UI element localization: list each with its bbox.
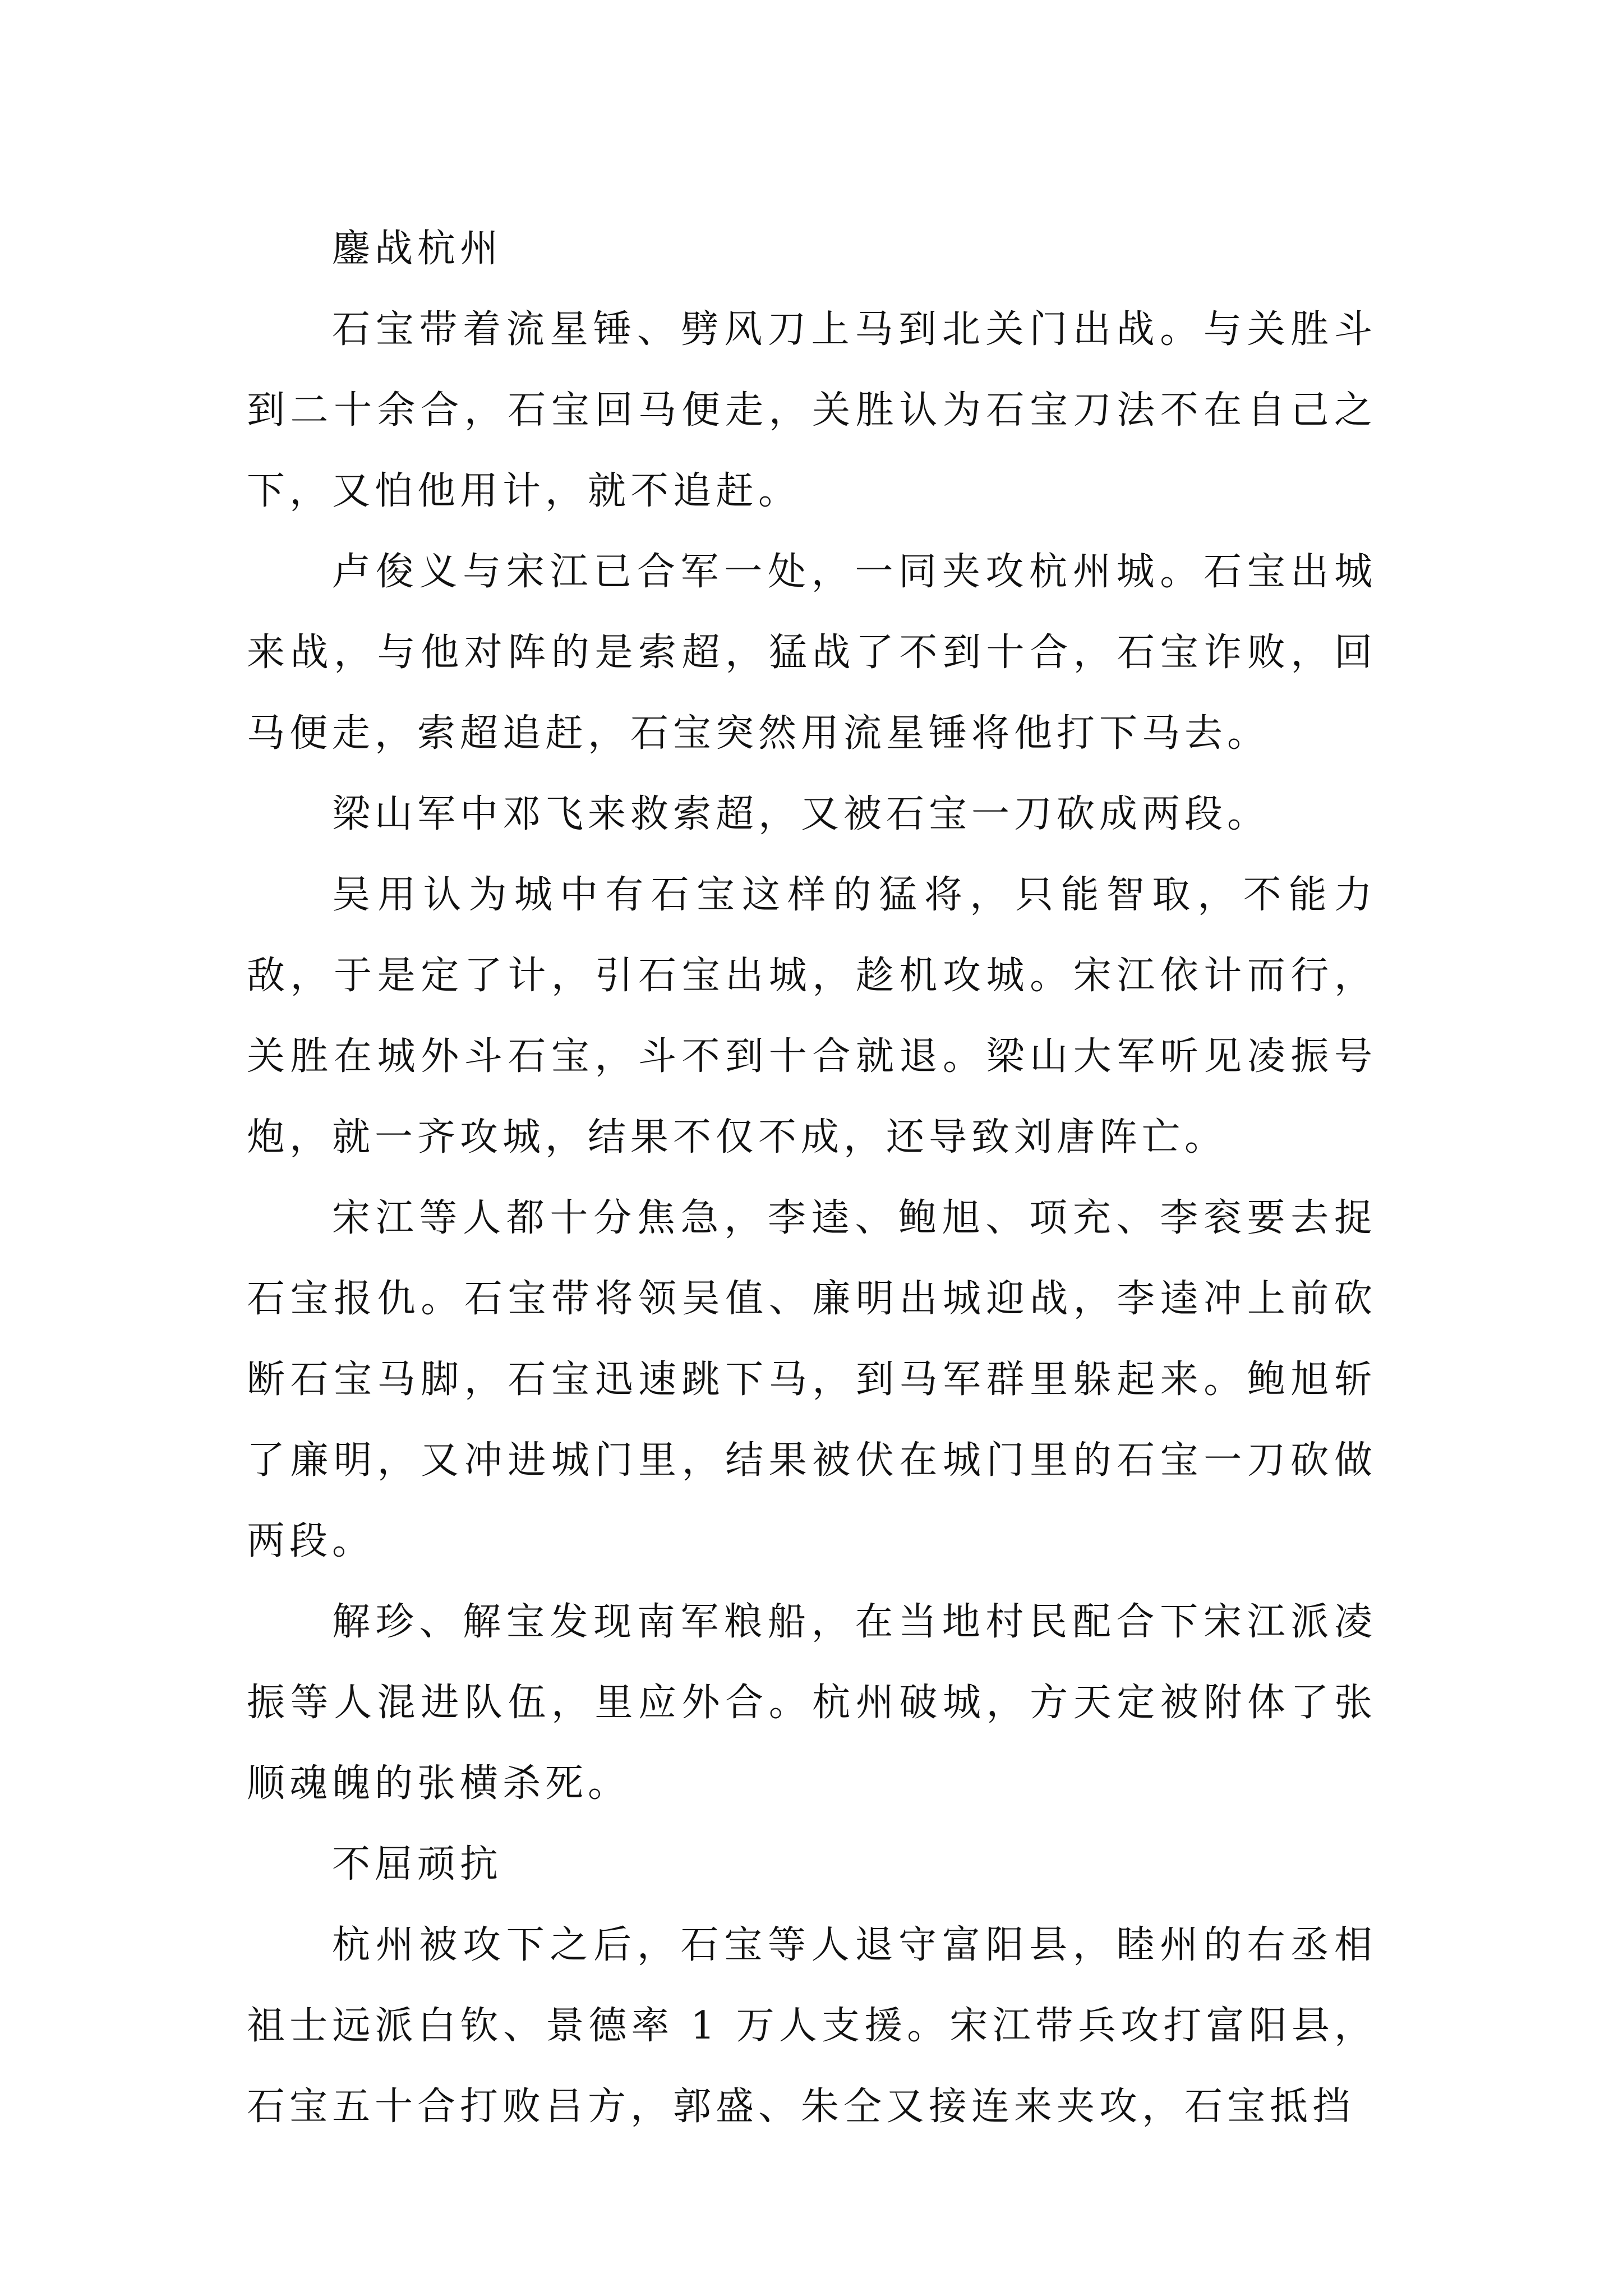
paragraph: 宋江等人都十分焦急，李逵、鲍旭、项充、李衮要去捉石宝报仇。石宝带将领吴值、廉明出城迎战，李逵冲上前砍断石宝马脚，石宝迅速跳下马，到马军群里躲起来。鲍旭斩了廉明，又冲进城门里，结果被伏在城门里的石宝一刀砍做两段。 — [247, 1196, 1377, 1563]
paragraph: 吴用认为城中有石宝这样的猛将，只能智取，不能力敌，于是定了计，引石宝出城，趁机攻城。宋江依计而行，关胜在城外斗石宝，斗不到十合就退。梁山大军听见凌振号炮，就一齐攻城，结果不仅不成，还导致刘唐阵亡。 — [247, 873, 1377, 1159]
paragraph: 杭州被攻下之后，石宝等人退守富阳县，睦州的右丞相祖士远派白钦、景德率 1 万人支援。宋江带兵攻打富阳县，石宝五十合打败吕方，郭盛、朱仝又接连来夹攻，石宝抵挡 — [247, 1923, 1377, 2129]
paragraph: 石宝带着流星锤、劈风刀上马到北关门出战。与关胜斗到二十余合，石宝回马便走，关胜认为石宝刀法不在自己之下，又怕他用计，就不追赶。 — [247, 307, 1377, 513]
section-heading: 鏖战杭州 — [332, 227, 503, 271]
section-heading: 不屈顽抗 — [332, 1842, 503, 1887]
paragraph: 解珍、解宝发现南军粮船，在当地村民配合下宋江派凌振等人混进队伍，里应外合。杭州破城，方天定被附体了张顺魂魄的张横杀死。 — [247, 1600, 1377, 1806]
paragraph: 梁山军中邓飞来救索超，又被石宝一刀砍成两段。 — [332, 792, 1270, 836]
paragraph: 卢俊义与宋江已合军一处，一同夹攻杭州城。石宝出城来战，与他对阵的是索超，猛战了不到十合，石宝诈败，回马便走，索超追赶，石宝突然用流星锤将他打下马去。 — [247, 550, 1377, 756]
document-body — [247, 209, 1377, 2147]
